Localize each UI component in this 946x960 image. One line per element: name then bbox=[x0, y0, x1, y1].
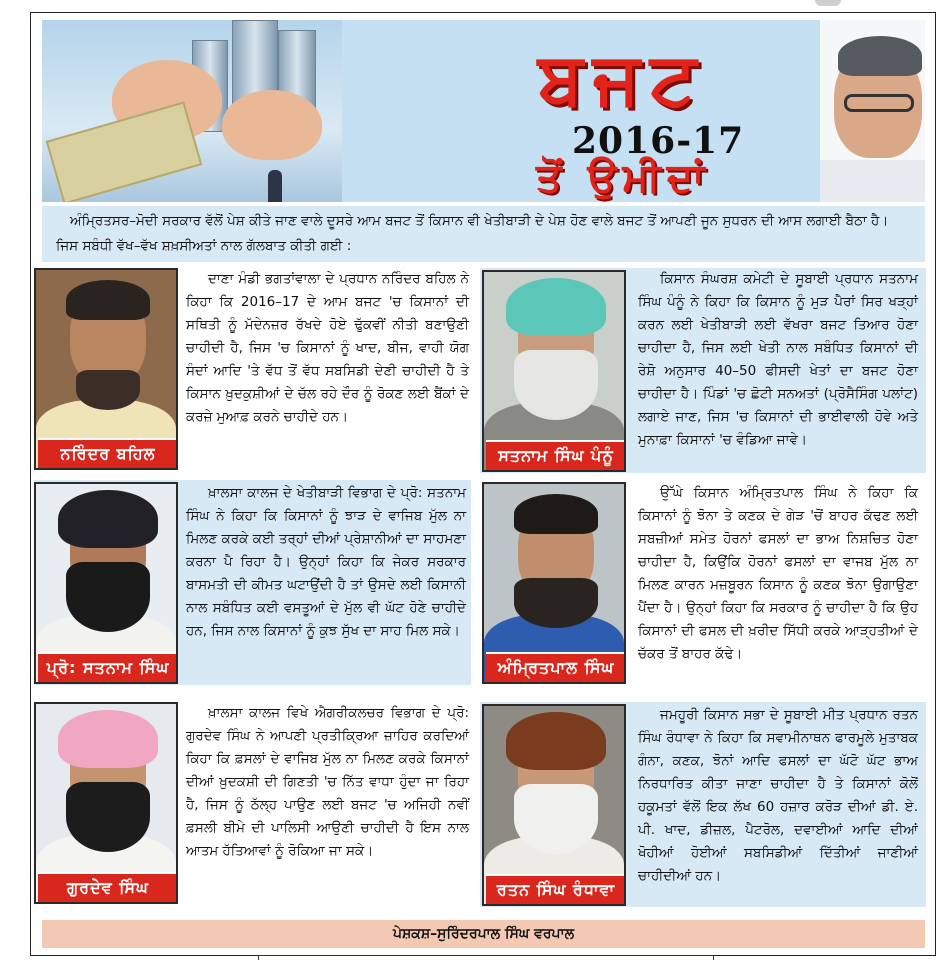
interview-text: ਖ਼ਾਲਸਾ ਕਾਲਜ ਦੇ ਖੇਤੀਬਾੜੀ ਵਿਭਾਗ ਦੇ ਪ੍ਰੋ: ਸਤਨਾਮ ਸਿੰਘ ਨੇ ਕਿਹਾ ਕਿ ਕਿਸਾਨਾਂ ਨੂੰ ਝਾੜ ਦੇ ਵਾਜਿਬ ਮੁੱਲ ਨਾ ਮਿਲਣ ਕਰਕੇ ਕਈ ਤਰ੍ਹਾਂ ਦੀਆਂ ਪ੍ਰੇਸ਼ਾਨੀਆਂ ਦਾ ਸਾਹਮਣਾ ਕਰਨਾ ਪੈ ਰਿਹਾ ਹੈ। ਉਨ੍ਹਾਂ ਕਿਹਾ ਕਿ ਜੇਕਰ ਸਰਕਾਰ ਬਾਸਮਤੀ ਦੀ ਕੀਮਤ ਘਟਾਉਂਦੀ ਹੈ ਤਾਂ ਉਸਦੇ ਲਈ ਕਿਸਾਨੀ ਨਾਲ ਸਬੰਧਿਤ ਕਈ ਵਸਤੂਆਂ ਦੇ ਮੁੱਲ ਵੀ ਘੱਟ ਹੋਣੇ ਚਾਹੀਦੇ ਹਨ, ਜਿਸ ਨਾਲ ਕਿਸਾਨਾਂ ਨੂੰ ਕੁਝ ਸੁੱਖ ਦਾ ਸਾਹ ਮਿਲ ਸਕੇ। bbox=[186, 485, 466, 639]
portrait-photo bbox=[34, 268, 178, 470]
portrait-name-label: ਅੰਮ੍ਰਿਤਪਾਲ ਸਿੰਘ bbox=[486, 652, 626, 682]
banner-subtitle: ਤੋਂ ਉਮੀਦਾਂ bbox=[536, 154, 711, 201]
interview-card bbox=[480, 480, 926, 685]
portrait-name-label: ਪ੍ਰੋ: ਸਤਨਾਮ ਸਿੰਘ bbox=[38, 652, 178, 682]
credit-footer: ਪੇਸ਼ਕਸ਼–ਸੁਰਿੰਦਰਪਾਲ ਸਿੰਘ ਵਰਪਾਲ bbox=[42, 920, 925, 948]
interview-text: ਦਾਣਾ ਮੰਡੀ ਭਗਤਾਂਵਾਲਾ ਦੇ ਪ੍ਰਧਾਨ ਨਰਿੰਦਰ ਬਹਿਲ ਨੇ ਕਿਹਾ ਕਿ 2016–17 ਦੇ ਆਮ ਬਜਟ 'ਚ ਕਿਸਾਨਾਂ ਦੀ ਸਥਿਤੀ ਨੂੰ ਮੱਦੇਨਜ਼ਰ ਰੱਖਦੇ ਹੋਏ ਢੁੱਕਵੀਂ ਨੀਤੀ ਬਣਾਉਣੀ ਚਾਹੀਦੀ ਹੈ, ਜਿਸ 'ਚ ਕਿਸਾਨਾਂ ਨੂੰ ਖਾਦ, ਬੀਜ, ਵਾਹੀ ਯੋਗ ਸੰਦਾਂ ਆਦਿ 'ਤੇ ਵੱਧ ਤੋਂ ਵੱਧ ਸਬਸਿਡੀ ਦੇਣੀ ਚਾਹੀਦੀ ਹੈ ਤੇ ਕਿਸਾਨ ਖ਼ੁਦਕੁਸ਼ੀਆਂ ਦੇ ਚੱਲ ਰਹੇ ਦੌਰ ਨੂੰ ਰੋਕਣ ਲਈ ਬੈਂਕਾਂ ਦੇ ਕਰਜ਼ੇ ਮੁਆਫ਼ ਕਰਨੇ ਚਾਹੀਦੇ ਹਨ। bbox=[186, 271, 469, 425]
portrait-photo bbox=[482, 704, 626, 906]
banner-year: 2016-17 bbox=[572, 120, 745, 162]
portrait-name-label: ਰਤਨ ਸਿੰਘ ਰੰਧਾਵਾ bbox=[486, 874, 626, 904]
interview-text: ਉੱਘੇ ਕਿਸਾਨ ਅੰਮ੍ਰਿਤਪਾਲ ਸਿੰਘ ਨੇ ਕਿਹਾ ਕਿ ਕਿਸਾਨਾਂ ਨੂੰ ਝੋਨਾ ਤੇ ਕਣਕ ਦੇ ਗੇੜ 'ਚੋਂ ਬਾਹਰ ਕੱਢਣ ਲਈ ਸਬਜ਼ੀਆਂ ਸਮੇਤ ਹੋਰਨਾਂ ਫਸਲਾਂ ਦਾ ਭਾਅ ਨਿਸ਼ਚਿਤ ਹੋਣਾ ਚਾਹੀਦਾ ਹੈ, ਕਿਉਂਕਿ ਹੋਰਨਾਂ ਫਸਲਾਂ ਦਾ ਵਾਜਬ ਮੁੱਲ ਨਾ ਮਿਲਣ ਕਾਰਨ ਮਜ਼ਬੂਰਨ ਕਿਸਾਨ ਨੂੰ ਕਣਕ ਝੋਨਾ ਉਗਾਉਣਾ ਪੈਂਦਾ ਹੈ। ਉਨ੍ਹਾਂ ਕਿਹਾ ਕਿ ਸਰਕਾਰ ਨੂੰ ਚਾਹੀਦਾ ਹੈ ਕਿ ਉਹ ਕਿਸਾਨਾਂ ਦੀ ਫਸਲ ਦੀ ਖ਼ਰੀਦ ਸਿੱਧੀ ਕਰਕੇ ਆੜ੍ਹਤੀਆਂ ਦੇ ਚੱਕਰ ਤੋਂ ਬਾਹਰ ਕੱਢੇ। bbox=[638, 485, 918, 662]
minister-coat bbox=[820, 160, 925, 202]
interview-text: ਜਮਹੂਰੀ ਕਿਸਾਨ ਸਭਾ ਦੇ ਸੂਬਾਈ ਮੀਤ ਪ੍ਰਧਾਨ ਰਤਨ ਸਿੰਘ ਰੰਧਾਵਾ ਨੇ ਕਿਹਾ ਕਿ ਸਵਾਮੀਨਾਥਨ ਫਾਰਮੂਲੇ ਮੁਤਾਬਕ ਗੰਨਾ, ਕਣਕ, ਝੋਨਾਂ ਆਦਿ ਫਸਲਾਂ ਦਾ ਘੱਟੋ ਘੱਟ ਭਾਅ ਨਿਰਧਾਰਿਤ ਕੀਤਾ ਜਾਣਾ ਚਾਹੀਦਾ ਹੈ ਤੇ ਕਿਸਾਨਾਂ ਕੋਲੋਂ ਹਕੂਮਤਾਂ ਵੱਲੋਂ ਇਕ ਲੱਖ 60 ਹਜ਼ਾਰ ਕਰੋੜ ਦੀਆਂ ਡੀ. ਏ. ਪੀ. ਖਾਦ, ਡੀਜ਼ਲ, ਪੈਟਰੋਲ, ਦਵਾਈਆਂ ਆਦਿ ਦੀਆਂ ਖੋਹੀਆਂ ਹੋਈਆਂ ਸਬਸਿਡੀਆਂ ਦਿੱਤੀਆਂ ਜਾਣੀਆਂ ਚਾਹੀਦੀਆਂ ਹਨ। bbox=[638, 707, 918, 884]
portrait-photo bbox=[34, 702, 178, 904]
portrait-name-label: ਨਰਿੰਦਰ ਬਹਿਲ bbox=[38, 438, 178, 468]
money-illustration bbox=[42, 20, 342, 202]
portrait-photo bbox=[482, 482, 626, 684]
minister-photo bbox=[820, 20, 925, 202]
interview-text: ਕਿਸਾਨ ਸੰਘਰਸ਼ ਕਮੇਟੀ ਦੇ ਸੂਬਾਈ ਪ੍ਰਧਾਨ ਸਤਨਾਮ ਸਿੰਘ ਪੰਨੂੰ ਨੇ ਕਿਹਾ ਕਿ ਕਿਸਾਨ ਨੂੰ ਮੁੜ ਪੈਰਾਂ ਸਿਰ ਖੜ੍ਹਾਂ ਕਰਨ ਲਈ ਖੇਤੀਬਾੜੀ ਲਈ ਵੱਖਰਾ ਬਜਟ ਤਿਆਰ ਹੋਣਾ ਚਾਹੀਦਾ ਹੈ, ਜਿਸ ਲਈ ਖੇਤੀ ਨਾਲ ਸਬੰਧਿਤ ਕਿਸਾਨਾਂ ਦੀ ਰੇਸ਼ੋ ਅਨੁਸਾਰ 40–50 ਫੀਸਦੀ ਖੇਤਾਂ ਦਾ ਬਜਟ ਹੋਣਾ ਚਾਹੀਦਾ ਹੈ। ਪਿੰਡਾਂ 'ਚ ਛੋਟੀ ਸਨਅਤਾਂ (ਪ੍ਰੋਸੈਸਿੰਗ ਪਲਾਂਟ) ਲਗਾਏ ਜਾਣ, ਜਿਸ 'ਚ ਕਿਸਾਨਾਂ ਦੀ ਭਾਈਵਾਲੀ ਹੋਵੇ ਅਤੇ ਮੁਨਾਫ਼ਾ ਕਿਸਾਨਾਂ 'ਚ ਵੰਡਿਆ ਜਾਵੇ। bbox=[638, 271, 918, 448]
portrait-name-label: ਗੁਰਦੇਵ ਸਿੰਘ bbox=[38, 872, 178, 902]
interview-card bbox=[34, 702, 471, 907]
minister-hair bbox=[838, 36, 922, 76]
portrait-photo bbox=[34, 482, 178, 684]
budget-banner bbox=[42, 20, 925, 202]
portrait-photo bbox=[482, 270, 626, 472]
banner-title: ਬਜਟ bbox=[538, 35, 707, 120]
interview-card bbox=[480, 702, 926, 907]
glasses-icon bbox=[844, 94, 914, 112]
interview-card bbox=[34, 268, 471, 473]
hand-icon bbox=[222, 90, 322, 160]
bottom-border-strip bbox=[258, 955, 714, 960]
interview-text: ਖ਼ਾਲਸਾ ਕਾਲਜ ਵਿਖੇ ਐਗਰੀਕਲਚਰ ਵਿਭਾਗ ਦੇ ਪ੍ਰੋ: ਗੁਰਦੇਵ ਸਿੰਘ ਨੇ ਆਪਣੀ ਪ੍ਰਤੀਕ੍ਰਿਆ ਜ਼ਾਹਿਰ ਕਰਦਿਆਂ ਕਿਹਾ ਕਿ ਫ਼ਸਲਾਂ ਦੇ ਵਾਜਿਬ ਮੁੱਲ ਨਾ ਮਿਲਣ ਕਰਕੇ ਕਿਸਾਨਾਂ ਦੀਆਂ ਖ਼ੁਦਕਸ਼ੀ ਦੀ ਗਿਣਤੀ 'ਚ ਨਿੱਤ ਵਾਧਾ ਹੁੰਦਾ ਜਾ ਰਿਹਾ ਹੈ, ਜਿਸ ਨੂੰ ਠੱਲ੍ਹ ਪਾਉਣ ਲਈ ਬਜਟ 'ਚ ਅਜਿਹੀ ਨਵੀਂ ਫ਼ਸਲੀ ਬੀਮੇ ਦੀ ਪਾਲਿਸੀ ਆਉਣੀ ਚਾਹੀਦੀ ਹੈ ਇਸ ਨਾਲ ਆਤਮ ਹੱਤਿਆਵਾਂ ਨੂੰ ਰੋਕਿਆ ਜਾ ਸਕੇ। bbox=[186, 705, 469, 859]
portrait-name-label: ਸਤਨਾਮ ਸਿੰਘ ਪੰਨੂੰ bbox=[486, 440, 626, 470]
businessman-icon bbox=[268, 170, 282, 202]
interview-card bbox=[480, 268, 926, 473]
top-decoration bbox=[815, 0, 841, 6]
interview-card bbox=[34, 480, 471, 685]
intro-paragraph: ਅੰਮ੍ਰਿਤਸਰ–ਮੋਦੀ ਸਰਕਾਰ ਵੱਲੋਂ ਪੇਸ਼ ਕੀਤੇ ਜਾਣ ਵਾਲੇ ਦੂਸਰੇ ਆਮ ਬਜਟ ਤੋਂ ਕਿਸਾਨ ਵੀ ਖੇਤੀਬਾੜੀ ਦੇ ਪੇਸ਼ ਹੋਣ ਵਾਲੇ ਬਜਟ ਤੋਂ ਆਪਣੀ ਜੂਨ ਸੁਧਰਨ ਦੀ ਆਸ ਲਗਾਈ ਬੈਠਾ ਹੈ। ਜਿਸ ਸਬੰਧੀ ਵੱਖ–ਵੱਖ ਸ਼ਖ਼ਸੀਅਤਾਂ ਨਾਲ ਗੱਲਬਾਤ ਕੀਤੀ ਗਈ : bbox=[42, 206, 925, 262]
